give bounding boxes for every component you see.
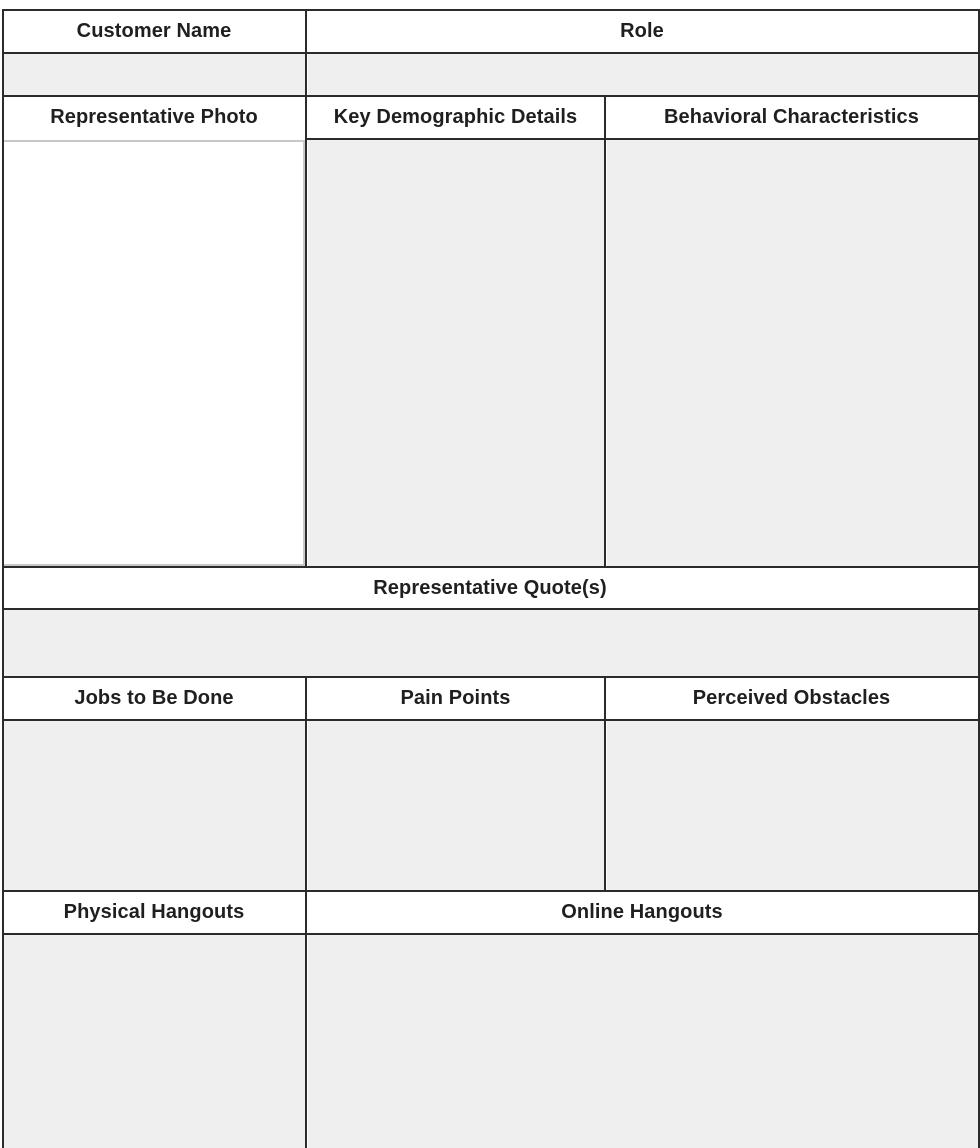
- grid-line: [2, 676, 980, 678]
- physical-hangouts-header: Physical Hangouts: [2, 892, 306, 933]
- grid-line: [2, 566, 980, 568]
- representative-photo-box[interactable]: [2, 140, 305, 566]
- grid-line: [2, 933, 980, 935]
- role-header: Role: [306, 11, 978, 52]
- customer-name-header: Customer Name: [2, 11, 306, 52]
- pain-points-header: Pain Points: [306, 678, 605, 719]
- perceived-obstacles-field[interactable]: [607, 721, 978, 890]
- physical-hangouts-field[interactable]: [2, 935, 306, 1148]
- grid-line: [305, 676, 307, 1148]
- grid-line: [2, 9, 980, 11]
- grid-line: [305, 9, 307, 566]
- jobs-to-be-done-header: Jobs to Be Done: [2, 678, 306, 719]
- behavioral-characteristics-header: Behavioral Characteristics: [605, 97, 978, 138]
- online-hangouts-field[interactable]: [308, 935, 978, 1148]
- role-field[interactable]: [308, 54, 978, 95]
- grid-line: [604, 95, 606, 566]
- grid-line: [2, 95, 980, 97]
- representative-quotes-header: Representative Quote(s): [2, 568, 978, 608]
- key-demographic-details-field[interactable]: [308, 140, 604, 566]
- grid-line: [2, 890, 980, 892]
- jobs-to-be-done-field[interactable]: [2, 721, 306, 890]
- grid-line: [306, 138, 980, 140]
- grid-line: [2, 608, 980, 610]
- customer-name-field[interactable]: [2, 54, 306, 95]
- perceived-obstacles-header: Perceived Obstacles: [605, 678, 978, 719]
- grid-line: [2, 52, 980, 54]
- representative-photo-header: Representative Photo: [2, 97, 306, 138]
- grid-line: [2, 9, 4, 1148]
- representative-quotes-field[interactable]: [2, 610, 978, 676]
- grid-line: [2, 719, 980, 721]
- online-hangouts-header: Online Hangouts: [306, 892, 978, 933]
- behavioral-characteristics-field[interactable]: [607, 140, 978, 566]
- grid-line: [604, 676, 606, 890]
- key-demographic-details-header: Key Demographic Details: [306, 97, 605, 138]
- pain-points-field[interactable]: [308, 721, 604, 890]
